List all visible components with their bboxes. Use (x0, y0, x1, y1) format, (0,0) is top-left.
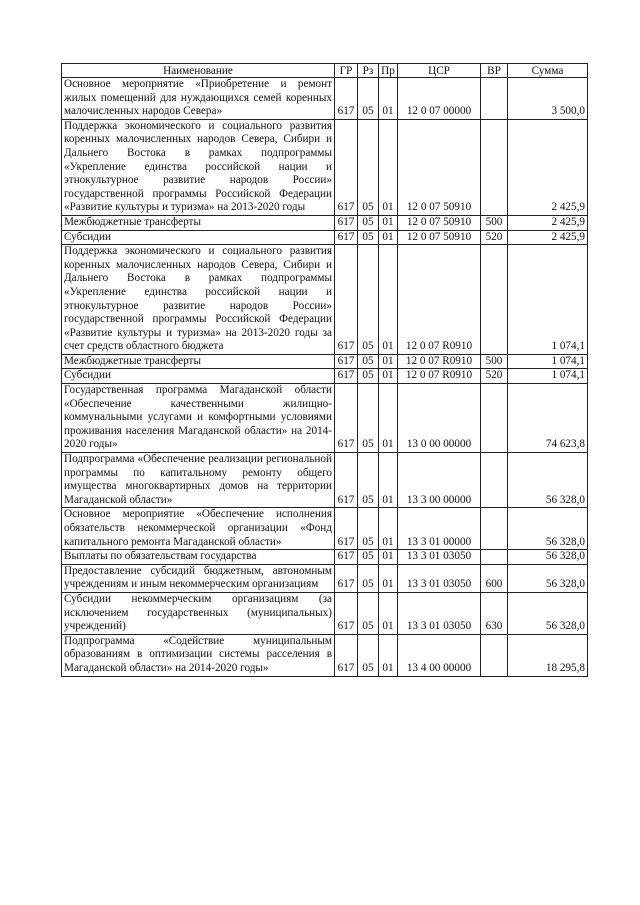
row-name: Подпрограмма «Содействие муниципальным образованиям в оптимизации системы расселения в Магаданской области» на 2014-2020 годы» (62, 634, 335, 676)
row-name: Межбюджетные трансферты (62, 215, 335, 230)
row-vr (481, 78, 508, 120)
row-pr: 01 (379, 384, 398, 453)
row-rz: 05 (358, 564, 379, 592)
row-name: Предоставление субсидий бюджетным, автономным учреждениям и иным некоммерческим организациям (62, 564, 335, 592)
table-row (62, 354, 588, 369)
header-pr: Пр (379, 64, 398, 78)
row-gr: 617 (335, 354, 358, 369)
header-vr: ВР (481, 64, 508, 78)
row-name: Основное мероприятие «Обеспечение исполнения обязательств некоммерческой организации «Фонд капитального ремонта Магаданской области» (62, 508, 335, 550)
row-csr: 13 3 00 00000 (398, 453, 481, 508)
row-pr: 01 (379, 369, 398, 384)
row-rz: 05 (358, 453, 379, 508)
row-pr: 01 (379, 453, 398, 508)
row-name: Поддержка экономического и социального развития коренных малочисленных народов Севера, Сибири и Дальнего Востока в рамках подпрограммы «Укрепление единства российской нации и этнокультурное развитие народов России» государственной программы Российской Федерации «Развитие культуры и туризма» на 2013-2020 годы (62, 119, 335, 215)
table-row (62, 230, 588, 245)
row-pr: 01 (379, 508, 398, 550)
row-gr: 617 (335, 119, 358, 215)
header-gr: ГР (335, 64, 358, 78)
table-row (62, 119, 588, 215)
row-sum: 56 328,0 (508, 592, 588, 634)
table-row (62, 634, 588, 676)
row-name: Межбюджетные трансферты (62, 354, 335, 369)
row-csr: 13 3 01 03050 (398, 592, 481, 634)
row-csr: 12 0 07 R0910 (398, 369, 481, 384)
table-row (62, 564, 588, 592)
row-gr: 617 (335, 369, 358, 384)
row-sum: 56 328,0 (508, 550, 588, 565)
header-sum: Сумма (508, 64, 588, 78)
row-csr: 12 0 07 50910 (398, 230, 481, 245)
row-name: Подпрограмма «Обеспечение реализации региональной программы по капитальному ремонту общего имущества многоквартирных домов на территории Магаданской области» (62, 453, 335, 508)
row-pr: 01 (379, 230, 398, 245)
row-rz: 05 (358, 215, 379, 230)
row-pr: 01 (379, 564, 398, 592)
document-page (61, 63, 587, 677)
table-row (62, 508, 588, 550)
table-row (62, 245, 588, 355)
row-gr: 617 (335, 245, 358, 355)
table-row (62, 550, 588, 565)
row-rz: 05 (358, 245, 379, 355)
row-vr (481, 508, 508, 550)
row-gr: 617 (335, 384, 358, 453)
row-sum: 2 425,9 (508, 230, 588, 245)
row-rz: 05 (358, 354, 379, 369)
row-rz: 05 (358, 550, 379, 565)
table-row (62, 78, 588, 120)
row-name: Субсидии (62, 230, 335, 245)
row-name: Субсидии (62, 369, 335, 384)
row-pr: 01 (379, 119, 398, 215)
row-sum: 1 074,1 (508, 245, 588, 355)
row-sum: 3 500,0 (508, 78, 588, 120)
row-csr: 12 0 07 R0910 (398, 354, 481, 369)
row-vr (481, 634, 508, 676)
row-vr: 520 (481, 230, 508, 245)
row-name: Государственная программа Магаданской области «Обеспечение качественными жилищно-коммунальными услугами и комфортными условиями проживания населения Магаданской области» на 2014-2020 годы» (62, 384, 335, 453)
row-pr: 01 (379, 215, 398, 230)
row-name: Выплаты по обязательствам государства (62, 550, 335, 565)
row-name: Поддержка экономического и социального развития коренных малочисленных народов Севера, Сибири и Дальнего Востока в рамках подпрограммы «Укрепление единства российской нации и этнокультурное развитие народов России» государственной программы Российской Федерации «Развитие культуры и туризма» на 2013-2020 годы за счет средств областного бюджета (62, 245, 335, 355)
row-pr: 01 (379, 78, 398, 120)
row-rz: 05 (358, 230, 379, 245)
budget-table (61, 63, 588, 677)
row-vr (481, 384, 508, 453)
row-vr: 500 (481, 215, 508, 230)
row-sum: 1 074,1 (508, 354, 588, 369)
row-rz: 05 (358, 119, 379, 215)
row-rz: 05 (358, 634, 379, 676)
row-vr: 600 (481, 564, 508, 592)
row-gr: 617 (335, 564, 358, 592)
row-vr (481, 245, 508, 355)
row-vr: 500 (481, 354, 508, 369)
row-gr: 617 (335, 453, 358, 508)
row-gr: 617 (335, 215, 358, 230)
row-vr (481, 453, 508, 508)
row-sum: 1 074,1 (508, 369, 588, 384)
row-gr: 617 (335, 592, 358, 634)
header-csr: ЦСР (398, 64, 481, 78)
row-sum: 18 295,8 (508, 634, 588, 676)
row-csr: 13 3 01 03050 (398, 564, 481, 592)
row-csr: 12 0 07 00000 (398, 78, 481, 120)
table-row (62, 384, 588, 453)
row-pr: 01 (379, 245, 398, 355)
row-sum: 56 328,0 (508, 453, 588, 508)
row-sum: 56 328,0 (508, 508, 588, 550)
row-rz: 05 (358, 384, 379, 453)
table-row (62, 369, 588, 384)
row-name: Субсидии некоммерческим организациям (за исключением государственных (муниципальных) учреждений) (62, 592, 335, 634)
row-pr: 01 (379, 354, 398, 369)
row-name: Основное мероприятие «Приобретение и ремонт жилых помещений для нуждающихся семей коренных малочисленных народов Севера» (62, 78, 335, 120)
row-vr (481, 119, 508, 215)
header-rz: Рз (358, 64, 379, 78)
row-csr: 12 0 07 50910 (398, 119, 481, 215)
row-vr: 520 (481, 369, 508, 384)
row-rz: 05 (358, 369, 379, 384)
row-csr: 13 4 00 00000 (398, 634, 481, 676)
row-gr: 617 (335, 634, 358, 676)
row-gr: 617 (335, 508, 358, 550)
row-csr: 12 0 07 R0910 (398, 245, 481, 355)
row-csr: 13 0 00 00000 (398, 384, 481, 453)
table-row (62, 215, 588, 230)
row-gr: 617 (335, 78, 358, 120)
row-gr: 617 (335, 550, 358, 565)
row-csr: 13 3 01 03050 (398, 550, 481, 565)
row-pr: 01 (379, 550, 398, 565)
row-vr: 630 (481, 592, 508, 634)
row-pr: 01 (379, 592, 398, 634)
table-row (62, 592, 588, 634)
row-pr: 01 (379, 634, 398, 676)
row-rz: 05 (358, 592, 379, 634)
row-csr: 13 3 01 00000 (398, 508, 481, 550)
row-rz: 05 (358, 78, 379, 120)
table-header-row (62, 64, 588, 78)
row-gr: 617 (335, 230, 358, 245)
row-sum: 2 425,9 (508, 215, 588, 230)
row-vr (481, 550, 508, 565)
row-rz: 05 (358, 508, 379, 550)
row-csr: 12 0 07 50910 (398, 215, 481, 230)
row-sum: 56 328,0 (508, 564, 588, 592)
table-row (62, 453, 588, 508)
row-sum: 74 623,8 (508, 384, 588, 453)
header-name: Наименование (62, 64, 335, 78)
row-sum: 2 425,9 (508, 119, 588, 215)
